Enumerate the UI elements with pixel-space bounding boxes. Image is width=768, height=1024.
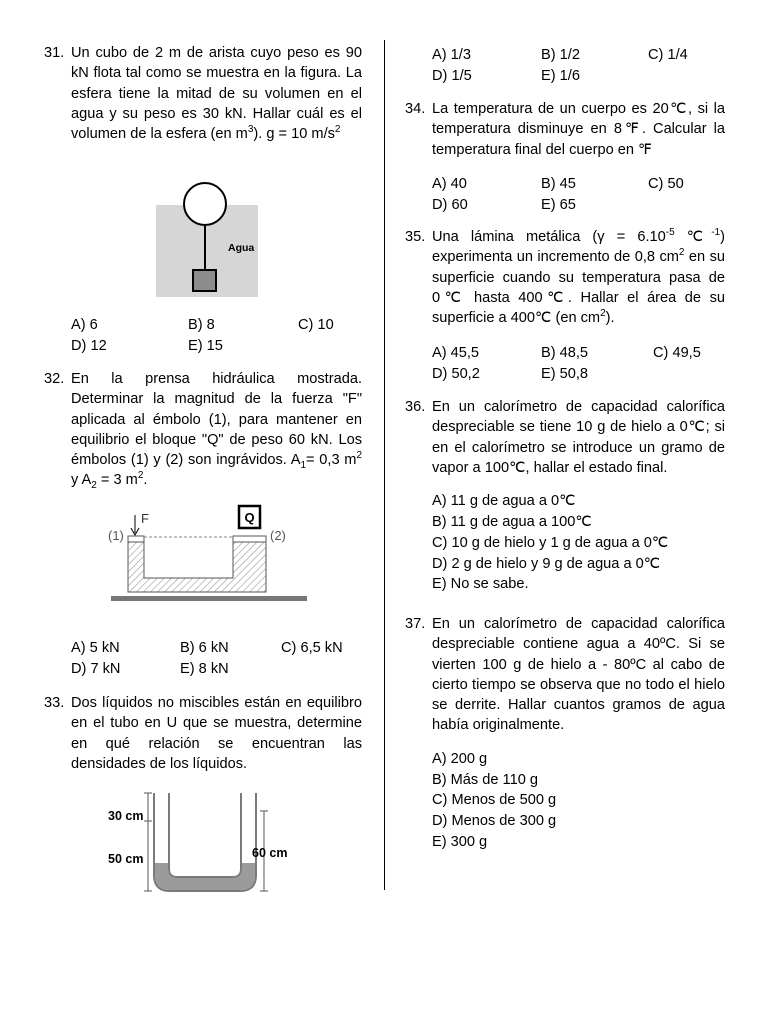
piston-1-label: (1) [108,528,124,543]
liquid-column-top [155,793,168,821]
option: A) 200 g [432,750,488,767]
question-37-statement: 37. En un calorímetro de capacidad calorífica despreciable contiene agua a 40ºC. Si se vierten 100 g de hielo a - 80ºC al cabo de cierto tiempo se observa que no todo el hielo se derrite. Hallar cuantos gramos de agua había originalmente. [405,616,725,734]
option: E) 50,8 [541,366,589,382]
block-q-label: Q [244,510,255,525]
option: E) No se sabe. [432,576,529,593]
question-32-options [71,638,361,680]
option: D) Menos de 300 g [432,813,557,830]
option: D) 1/5 [432,68,472,84]
question-36-options [405,491,725,595]
option: C) 49,5 [653,345,701,361]
option: E) 8 kN [180,661,229,677]
option: D) 2 g de hielo y 9 g de agua a 0℃ [432,555,661,572]
option: A) 1/3 [432,47,471,63]
question-36 [405,397,725,595]
question-32 [44,369,362,677]
question-number: 31. [44,45,65,61]
question-32-statement: 32. En la prensa hidráulica mostrada. Determinar la magnitud de la fuerza "F" aplicada al émbolo (1), para mantener en equilibrio el bloque "Q" de peso 60 kN. Los émbolos (1) y (2) son ingrávidos. $A_1= 0,3$ $m^2$ y $A_2 = 3$ $m^2$. [44,371,362,492]
question-31 [44,43,362,354]
height-label-30: 30 cm [108,809,144,823]
question-31-options [71,315,361,357]
piston-2 [233,536,266,542]
option: A) 45,5 [432,345,480,361]
option: E) 300 g [432,833,488,850]
option: C) 10 g de hielo y 1 g de agua a 0℃ [432,534,669,551]
question-number: 35. [405,229,426,245]
question-33 [44,693,362,866]
press-container [128,538,266,592]
hydraulic-press-figure [44,500,362,610]
option: B) Más de 110 g [432,771,538,788]
option: B) 45 [541,176,576,192]
option: B) 1/2 [541,47,580,63]
option: C) 1/4 [648,47,688,63]
option: A) 6 [71,317,98,333]
question-33-statement: 33. Dos líquidos no miscibles están en equilibro en el tubo en U que se muestra, determine en qué relación se encuentran las densidades de los líquidos. [44,695,362,772]
height-label-50: 50 cm [108,852,144,866]
question-number: 34. [405,101,426,117]
option: C) 10 [298,317,334,333]
option: C) Menos de 500 g [432,792,557,809]
height-label-60: 60 cm [252,846,288,860]
question-number: 32. [44,371,65,387]
cube [193,270,216,291]
option: D) 60 [432,197,468,213]
option: E) 1/6 [541,68,580,84]
column-divider [384,40,385,890]
ground [111,596,307,601]
option: C) 6,5 kN [281,640,343,656]
question-35 [405,227,725,382]
question-31-statement: 31. Un cubo de 2 m de arista cuyo peso es 90 kN flota tal como se muestra en la figura. La esfera tiene la mitad de su volumen en el agua y su peso es 30 kN. Hallar cuál es el volumen de la esfera (en $m^3$). g = 10 $m/s^2$ [44,45,362,143]
question-34-options [432,174,722,216]
option: C) 50 [648,176,684,192]
option: A) 11 g de agua a 0℃ [432,493,576,510]
force-label: F [141,511,149,526]
option: E) 65 [541,197,576,213]
option: D) 50,2 [432,366,480,382]
u-tube-figure [44,791,362,901]
question-37 [405,614,725,853]
question-35-options [432,343,722,385]
option: B) 6 kN [180,640,229,656]
question-37-options [405,749,725,853]
question-34 [405,99,725,213]
question-number: 37. [405,616,426,632]
option: E) 15 [188,338,223,354]
question-35-statement: 35. Una lámina metálica ($\gamma = 6.10^{-5}$ ℃$^{-1}$) experimenta un incremento de 0,8 $cm^2$ en su superficie cuando su temperatura pasa de 0℃ hasta 400℃. Hallar el área de su superficie a 400℃ (en $cm^2$). [405,227,725,327]
question-36-statement: 36. En un calorímetro de capacidad calorífica despreciable se tiene 10 g de hielo a 0℃; si en el calorímetro se introduce un gramo de vapor a 100℃, hallar el estado final. [405,399,725,476]
question-33-options [432,45,722,87]
option: B) 48,5 [541,345,589,361]
water-label: Agua [228,242,255,254]
option: A) 40 [432,176,467,192]
sphere [184,183,226,225]
option: D) 7 kN [71,661,121,677]
question-34-statement: 34. La temperatura de un cuerpo es 20℃, si la temperatura disminuye en 8℉. Calcular la temperatura final del cuerpo en ℉ [405,101,725,158]
option: B) 11 g de agua a 100℃ [432,513,592,530]
question-number: 33. [44,695,65,711]
piston-1 [128,536,144,542]
piston-2-label: (2) [270,528,286,543]
question-number: 36. [405,399,426,415]
option: B) 8 [188,317,215,333]
option: D) 12 [71,338,107,354]
option: A) 5 kN [71,640,120,656]
floating-cube-figure [44,177,362,312]
u-tube-inner [169,793,241,877]
